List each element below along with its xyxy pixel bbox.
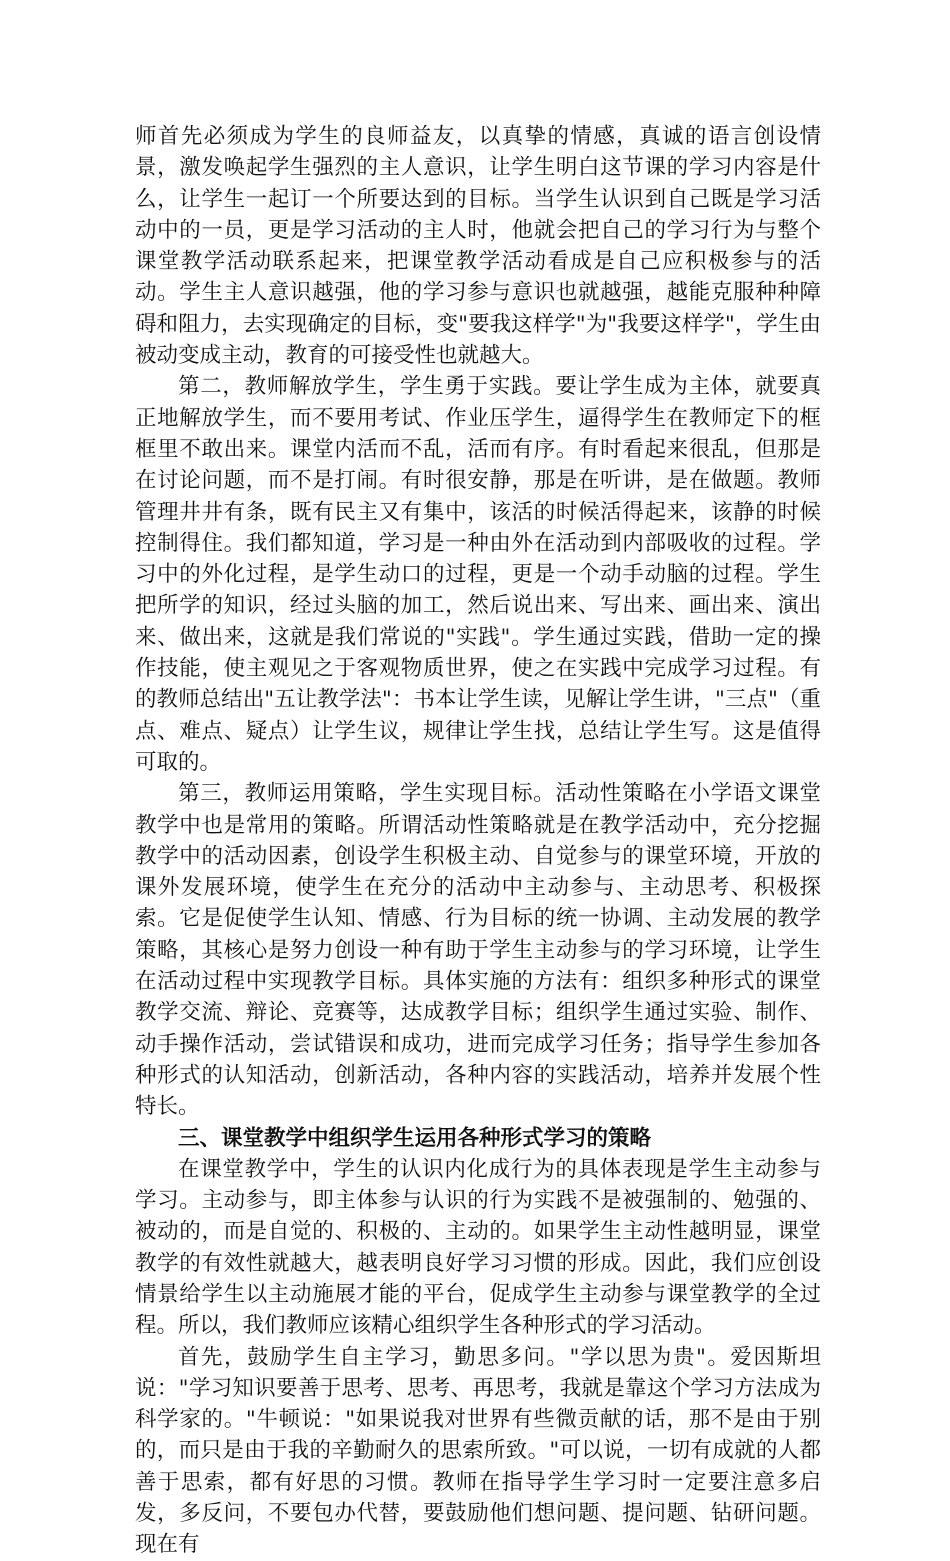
paragraph-third-point: 第三，教师运用策略，学生实现目标。活动性策略在小学语文课堂教学中也是常用的策略。所谓活动性策略就是在教学活动中，充分挖掘教学中的活动因素，创设学生积极主动、自觉参与的课堂环境，开放的课外发展环境，使学生在充分的活动中主动参与、主动思考、积极探索。它是促使学生认知、情感、行为目标的统一协调、主动发展的教学策略，其核心是努力创设一种有助于学生主动参与的学习环境，让学生在活动过程中实现教学目标。具体实施的方法有：组织多种形式的课堂教学交流、辩论、竞赛等，达成教学目标；组织学生通过实验、制作、动手操作活动，尝试错误和成功，进而完成学习任务；指导学生参加各种形式的认知活动，创新活动，各种内容的实践活动，培养并发展个性特长。 bbox=[135, 781, 821, 1120]
paragraph-section-intro: 在课堂教学中，学生的认识内化成行为的具体表现是学生主动参与学习。主动参与，即主体参与认识的行为实践不是被强制的、勉强的、被动的，而是自觉的、积极的、主动的。如果学生主动性越明显，课堂教学的有效性就越大，越表明良好学习习惯的形成。因此，我们应创设情景给学生以主动施展才能的平台，促成学生主动参与课堂教学的全过程。所以，我们教师应该精心组织学生各种形式的学习活动。 bbox=[135, 1156, 821, 1339]
paragraph-first-point: 首先，鼓励学生自主学习，勤思多问。"学以思为贵"。爱因斯坦说："学习知识要善于思考、思考、再思考，我就是靠这个学习方法成为科学家的。"牛顿说："如果说我对世界有些微贡献的话，那不是由于别的，而只是由于我的辛勤耐久的思索所致。"可以说，一切有成就的人都善于思索，都有好思的习惯。教师在指导学生学习时一定要注意多启发，多反问，不要包办代替，要鼓励他们想问题、提问题、钻研问题。现在有 bbox=[135, 1344, 821, 1558]
paragraph-second-point: 第二，教师解放学生，学生勇于实践。要让学生成为主体，就要真正地解放学生，而不要用考试、作业压学生，逼得学生在教师定下的框框里不敢出来。课堂内活而不乱，活而有序。有时看起来很乱，但那是在讨论问题，而不是打闹。有时很安静，那是在听讲，是在做题。教师管理井井有条，既有民主又有集中，该活的时候活得起来，该静的时候控制得住。我们都知道，学习是一种由外在活动到内部吸收的过程。学习中的外化过程，是学生动口的过程，更是一个动手动脑的过程。学生把所学的知识，经过头脑的加工，然后说出来、写出来、画出来、演出来、做出来，这就是我们常说的"实践"。学生通过实践，借助一定的操作技能，使主观见之于客观物质世界，使之在实践中完成学习过程。有的教师总结出"五让教学法"：书本让学生读，见解让学生讲，"三点"（重点、难点、疑点）让学生议，规律让学生找，总结让学生写。这是值得可取的。 bbox=[135, 374, 821, 775]
document-body bbox=[135, 121, 821, 1561]
paragraph-continuation: 师首先必须成为学生的良师益友，以真挚的情感，真诚的语言创设情景，激发唤起学生强烈的主人意识，让学生明白这节课的学习内容是什么，让学生一起订一个所要达到的目标。当学生认识到自己既是学习活动中的一员，更是学习活动的主人时，他就会把自己的学习行为与整个课堂教学活动联系起来，把课堂教学活动看成是自己应积极参与的活动。学生主人意识越强，他的学习参与意识也就越强，越能克服种种障碍和阻力，去实现确定的目标，变"要我这样学"为"我要这样学"，学生由被动变成主动，教育的可接受性也就越大。 bbox=[135, 124, 821, 369]
section-heading: 三、课堂教学中组织学生运用各种形式学习的策略 bbox=[178, 1125, 652, 1151]
